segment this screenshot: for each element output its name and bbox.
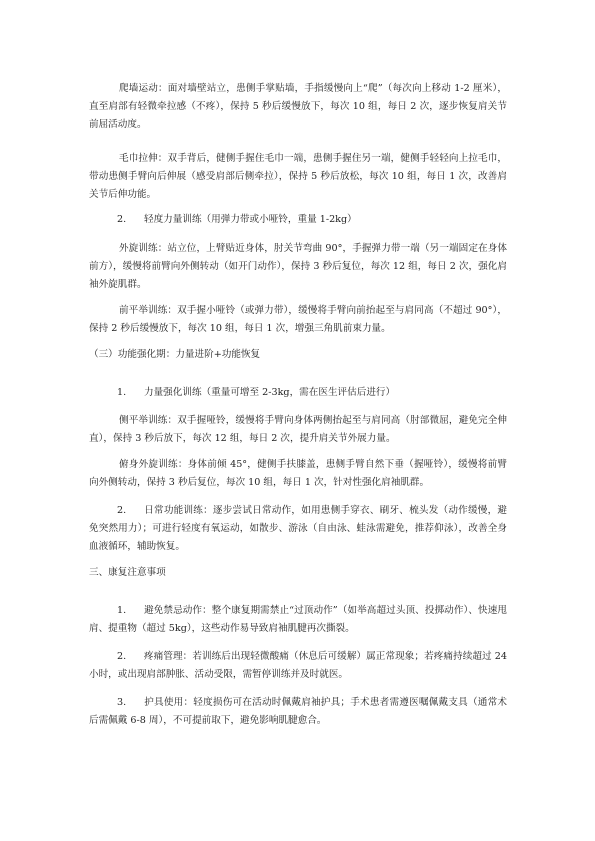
section-heading-notes: 三、康复注意事项 [89, 567, 166, 578]
list-item-strength-training [89, 384, 507, 402]
list-number: 2. [117, 505, 127, 516]
list-item-text: 疼痛管理：若训练后出现轻微酸痛（休息后可缓解）属正常现象；若疼痛持续超过 24 小时，或出现肩部肿胀、活动受限，需暂停训练并及时就医。 [89, 651, 507, 680]
list-item-text: 轻度力量训练（用弹力带或小哑铃，重量 1-2kg） [144, 214, 357, 225]
list-item-text: 日常功能训练：逐步尝试日常动作，如用患侧手穿衣、刷牙、梳头发（动作缓慢，避免突然用力）；可进行轻度有氧运动，如散步、游泳（自由泳、蛙泳需避免，推荐仰泳），改善全身血液循环，辅助恢复。 [89, 505, 507, 552]
list-item-daily-function [89, 502, 507, 556]
paragraph-external-rotation: 外旋训练：站立位，上臂贴近身体，肘关节弯曲 90°，手握弹力带一端（另一端固定在身体前方），缓慢将前臂向外侧转动（如开门动作），保持 3 秒后复位，每次 12 组，每日 2 次，强化肩袖外旋肌群。 [89, 243, 507, 290]
list-item-pain-management [89, 648, 507, 684]
list-number: 1. [117, 387, 127, 398]
paragraph-lateral-raise: 侧平举训练：双手握哑铃，缓慢将手臂向身体两侧抬起至与肩同高（肘部微屈，避免完全伸直），保持 3 秒后放下，每次 12 组，每日 2 次，提升肩关节外展力量。 [89, 415, 507, 444]
list-item-text: 护具使用：轻度损伤可在活动时佩戴肩袖护具；手术患者需遵医嘱佩戴支具（通常术后需佩戴 6-8 周），不可提前取下，避免影响肌腱愈合。 [89, 697, 507, 726]
list-item-brace-usage [89, 694, 507, 730]
section-heading-strengthening: （三）功能强化期：力量进阶+功能恢复 [89, 349, 261, 360]
paragraph-front-raise: 前平举训练：双手握小哑铃（或弹力带），缓慢将手臂向前抬起至与肩同高（不超过 90°），保持 2 秒后缓慢放下，每次 10 组，每日 1 次，增强三角肌前束力量。 [89, 305, 507, 334]
list-number: 2. [117, 651, 127, 662]
paragraph-bent-rotation: 俯身外旋训练：身体前倾 45°，健侧手扶膝盖，患侧手臂自然下垂（握哑铃），缓慢将前臂向外侧转动，保持 3 秒后复位，每次 10 组，每日 1 次，针对性强化肩袖肌群。 [89, 459, 507, 488]
list-number: 1. [117, 605, 127, 616]
list-item-avoid-actions [89, 602, 507, 638]
paragraph-towel-stretch: 毛巾拉伸：双手背后，健侧手握住毛巾一端，患侧手握住另一端，健侧手轻轻向上拉毛巾，带动患侧手臂向后伸展（感受肩部后侧牵拉），保持 5 秒后放松，每次 10 组，每日 1 次，改善肩关节后伸功能。 [89, 153, 507, 200]
paragraph-wall-climb: 爬墙运动：面对墙壁站立，患侧手掌贴墙，手指缓慢向上“爬”（每次向上移动 1-2 厘米），直至肩部有轻微牵拉感（不疼），保持 5 秒后缓慢放下，每次 10 组，每日 2 次，逐步恢复肩关节前屈活动度。 [89, 83, 507, 130]
list-item-light-strength [89, 211, 507, 229]
list-number: 2. [117, 214, 127, 225]
list-item-text: 力量强化训练（重量可增至 2-3kg，需在医生评估后进行） [144, 387, 396, 398]
list-item-text: 避免禁忌动作：整个康复期需禁止“过顶动作”（如举高超过头顶、投掷动作）、快速甩肩、提重物（超过 5kg），这些动作易导致肩袖肌腱再次撕裂。 [89, 605, 507, 634]
list-number: 3. [117, 697, 127, 708]
